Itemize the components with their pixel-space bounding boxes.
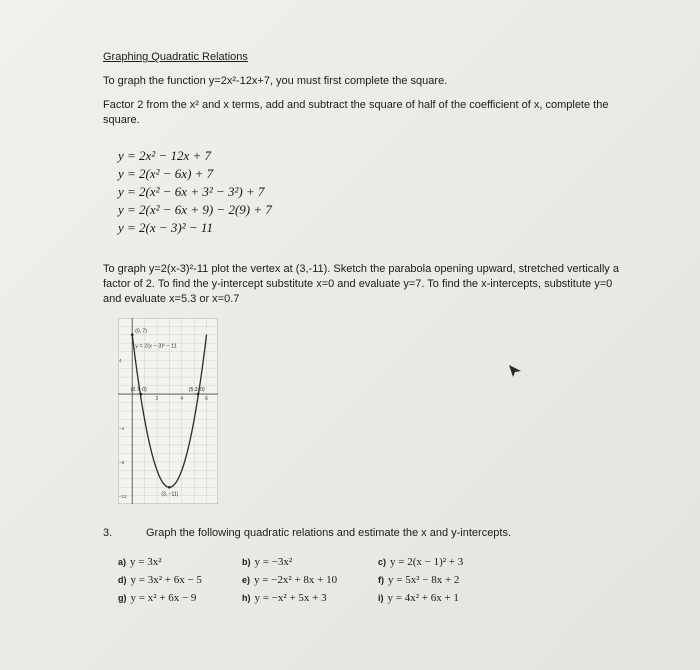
- x-tick-label: 4: [180, 396, 184, 403]
- point-label: (0, 7): [135, 328, 147, 335]
- exercise-g: g) y = x² + 6x − 9: [118, 592, 197, 604]
- question-number: 3.: [103, 527, 113, 539]
- exercise-c: c) y = 2(x − 1)² + 3: [378, 556, 464, 568]
- step-3: y = 2(x² − 6x + 3² − 3²) + 7: [118, 184, 265, 199]
- equation-label: y = 2(x − 3)² − 11: [135, 343, 177, 350]
- exercise-h: h) y = −x² + 5x + 3: [242, 592, 327, 604]
- graph-point: [140, 393, 143, 396]
- y-tick-label: 4: [119, 358, 122, 364]
- graph-point: [168, 486, 171, 489]
- x-tick-label: 2: [155, 396, 159, 403]
- exercise-d: d) y = 3x² + 6x − 5: [118, 574, 202, 586]
- graph-point: [197, 393, 200, 396]
- exercise-i: i) y = 4x² + 6x + 1: [378, 592, 459, 604]
- graph-point: [131, 333, 134, 336]
- graph-explanation: To graph y=2(x-3)²-11 plot the vertex at (3,-11). Sketch the parabola opening upward, stretched vertically a factor of 2. To find the y-intercept substitute x=0 and evaluate y=7. To find the x-intercepts, substitute y=0 and evaluate x=5.3 or x=0.7: [103, 263, 619, 305]
- exercise-f: f) y = 5x² − 8x + 2: [378, 574, 460, 586]
- exercise-e: e) y = −2x² + 8x + 10: [242, 574, 338, 586]
- parabola-graph: [118, 318, 218, 504]
- point-label: (5.3, 0): [188, 387, 205, 394]
- section-heading: Graphing Quadratic Relations: [103, 51, 248, 63]
- y-tick-label: −4: [119, 425, 125, 431]
- step-2: y = 2(x² − 6x) + 7: [118, 166, 214, 181]
- y-tick-label: −12: [119, 493, 127, 499]
- point-label: (3, −11): [161, 491, 179, 498]
- step-1: y = 2x² − 12x + 7: [118, 148, 212, 163]
- step-5: y = 2(x − 3)² − 11: [118, 220, 213, 235]
- question-text: Graph the following quadratic relations and estimate the x and y-intercepts.: [146, 527, 512, 539]
- point-label: (0.7, 0): [130, 387, 147, 394]
- exercise-a: a) y = 3x²: [118, 556, 162, 568]
- step-4: y = 2(x² − 6x + 9) − 2(9) + 7: [118, 202, 272, 217]
- intro-text: To graph the function y=2x²-12x+7, you must first complete the square.: [103, 75, 448, 87]
- x-tick-label: 6: [205, 396, 208, 403]
- exercise-b: b) y = −3x²: [242, 556, 293, 568]
- instruction-text: Factor 2 from the x² and x terms, add and subtract the square of half of the coefficient of x, complete the square.: [103, 99, 609, 126]
- arrow-pointer-icon: [508, 364, 522, 378]
- y-tick-label: −8: [119, 459, 125, 465]
